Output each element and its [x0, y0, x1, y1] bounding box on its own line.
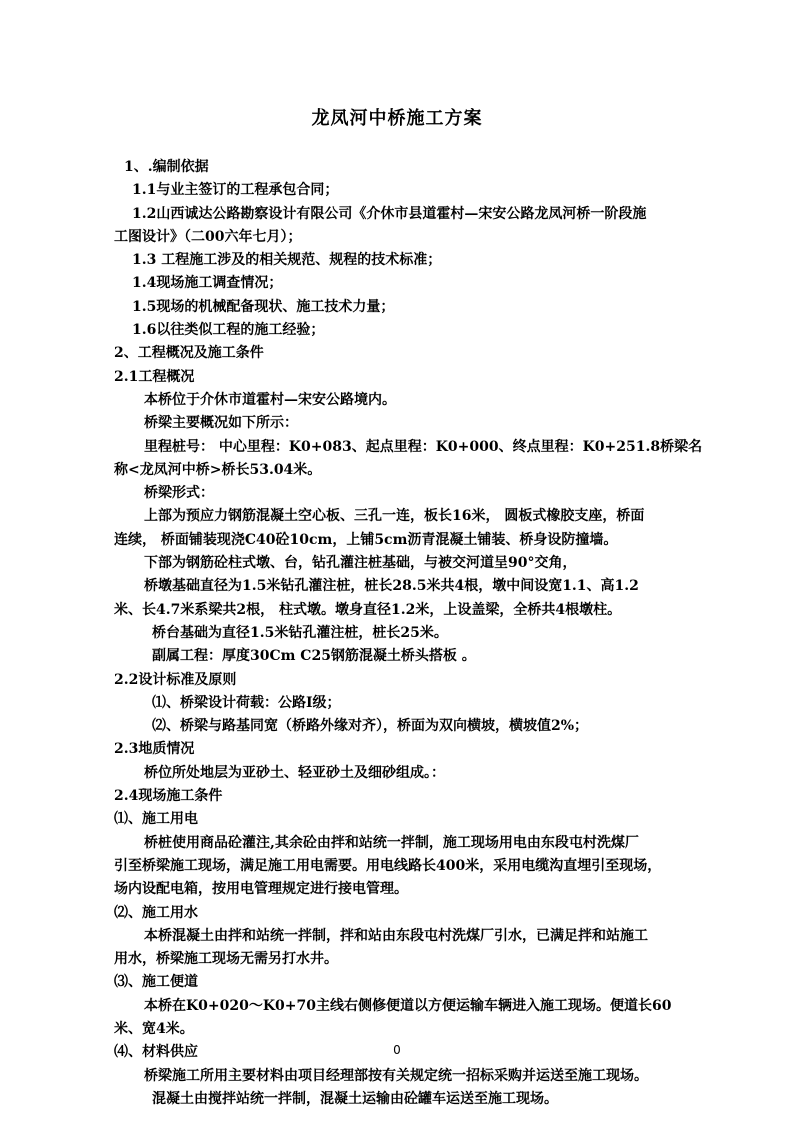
subsection-heading: 2.3地质情况 — [114, 741, 195, 758]
text-line: 桥台基础为直径1.5米钻孔灌注桩，桩长25米。 — [152, 624, 448, 641]
item-heading: ⑷、材料供应 — [114, 1044, 198, 1061]
item-heading: ⑶、施工便道 — [114, 974, 198, 991]
page-number: 0 — [393, 1043, 401, 1057]
section-heading: 2、工程概况及施工条件 — [114, 345, 264, 362]
text-line: 里程桩号： 中心里程：K0+083、起点里程：K0+000、终点里程：K0+251.8桥梁名 — [144, 438, 703, 455]
list-item: ⑵、桥梁与路基同宽（桥路外缘对齐），桥面为双向横坡，横坡值2%； — [152, 718, 589, 735]
subsection-heading: 2.1工程概况 — [114, 368, 195, 385]
text-line: 下部为钢筋砼柱式墩、台，钻孔灌注桩基础，与被交河道呈90°交角， — [144, 555, 577, 572]
text-line: 桥墩基础直径为1.5米钻孔灌注桩，桩长28.5米共4根，墩中间设宽1.1、高1.2 — [144, 578, 639, 595]
list-item: ⑴、桥梁设计荷载：公路Ⅰ级； — [152, 694, 341, 711]
document-title: 龙凤河中桥施工方案 — [311, 108, 483, 129]
text-line: 本桥位于介休市道霍村—宋安公路境内。 — [144, 391, 396, 408]
list-item: 1.6以往类似工程的施工经验； — [132, 322, 325, 339]
item-heading: ⑴、施工用电 — [114, 811, 198, 828]
list-item: 1.5现场的机械配备现状、施工技术力量； — [132, 298, 395, 315]
text-line: 桥桩使用商品砼灌注,其余砼由拌和站统一拌制，施工现场用电由东段屯村洗煤厂 — [144, 834, 639, 851]
text-line: 本桥混凝土由拌和站统一拌制，拌和站由东段屯村洗煤厂引水，已满足拌和站施工 — [144, 927, 648, 944]
document-body — [114, 156, 730, 1111]
list-item: 1.3 工程施工涉及的相关规范、规程的技术标准； — [132, 252, 442, 269]
list-item: 1.1与业主签订的工程承包合同； — [132, 182, 339, 199]
list-item: 1.4现场施工调查情况； — [132, 275, 283, 292]
list-item: 1.2山西诚达公路勘察设计有限公司《介休市县道霍村—宋安公路龙凤河桥一阶段施 — [132, 205, 647, 222]
text-line: 桥梁施工所用主要材料由项目经理部按有关规定统一招标采购并运送至施工现场。 — [144, 1067, 648, 1084]
text-line: 米、宽4米。 — [114, 1020, 194, 1037]
text-line: 工图设计》（二00六年七月）； — [114, 228, 302, 245]
text-line: 上部为预应力钢筋混凝土空心板、三孔一连，板长16米， 圆板式橡胶支座，桥面 — [144, 508, 645, 525]
text-line: 桥位所处地层为亚砂土、轻亚砂土及细砂组成。： — [144, 764, 445, 781]
item-heading: ⑵、施工用水 — [114, 904, 198, 921]
text-line: 混凝土由搅拌站统一拌制，混凝土运输由砼罐车运送至施工现场。 — [152, 1090, 558, 1107]
text-line: 称<龙凤河中桥>桥长53.04米。 — [114, 461, 322, 478]
text-line: 用水，桥梁施工现场无需另打水井。 — [114, 951, 338, 968]
text-line: 连续， 桥面铺装现浇C40砼10cm，上铺5cm沥青混凝土铺装、桥身设防撞墙。 — [114, 531, 618, 548]
text-line: 场内设配电箱，按用电管理规定进行接电管理。 — [114, 881, 408, 898]
text-line: 引至桥梁施工现场，满足施工用电需要。用电线路长400米，采用电缆沟直埋引至现场， — [114, 857, 662, 874]
text-line: 本桥在K0+020～K0+70主线右侧修便道以方便运输车辆进入施工现场。便道长60 — [144, 997, 672, 1014]
section-heading: 1、.编制依据 — [124, 159, 209, 175]
text-line: 桥梁主要概况如下所示： — [144, 415, 298, 432]
text-line: 桥梁形式： — [144, 485, 214, 502]
subsection-heading: 2.4现场施工条件 — [114, 788, 223, 805]
subsection-heading: 2.2设计标准及原则 — [114, 671, 237, 688]
text-line: 副属工程：厚度30Cm C25钢筋混凝土桥头搭板 。 — [152, 648, 476, 665]
text-line: 米、长4.7米系梁共2根， 柱式墩。墩身直径1.2米，上设盖梁，全桥共4根墩柱。 — [114, 601, 622, 618]
